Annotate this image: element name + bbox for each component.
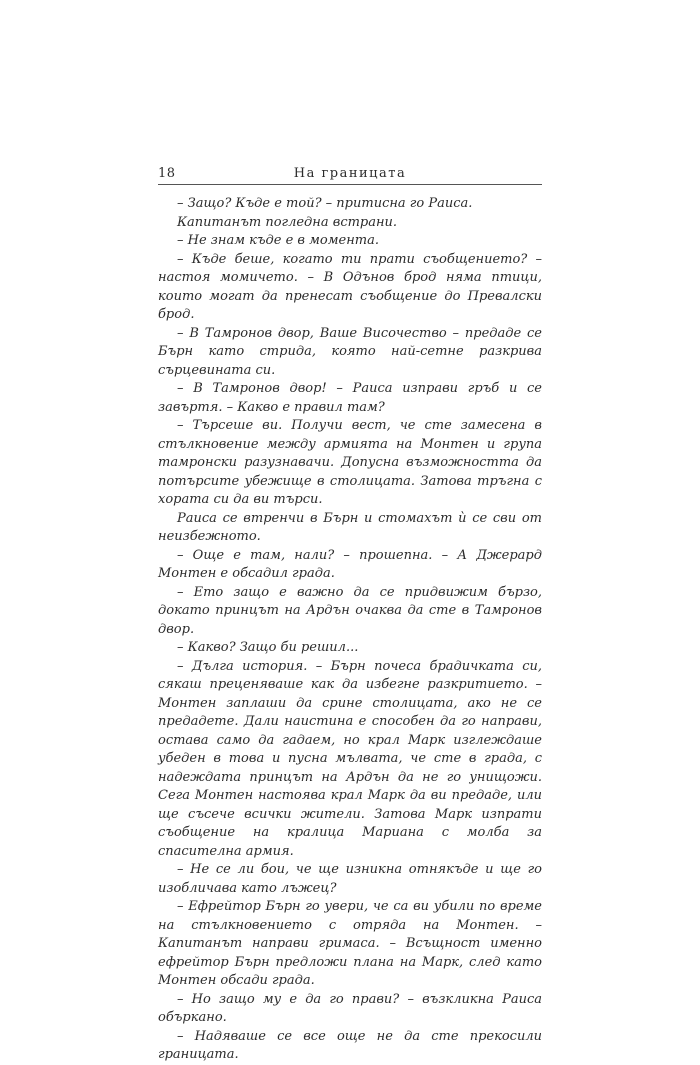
paragraph: Капитанът погледна встрани. [177, 214, 398, 230]
paragraph: – Надяваше се все още не да сте прекосили границата. [158, 1028, 542, 1062]
paragraph: – Още е там, нали? – прошепна. – А Джерард Монтен е обсадил града. [158, 547, 542, 581]
chapter-title: На границата [293, 166, 407, 181]
page-number: 18 [158, 166, 176, 181]
paragraph: – Но защо му е да го прави? – възкликна Раиса объркано. [158, 991, 542, 1025]
paragraph: – Ефрейтор Бърн го увери, че са ви убили по време на стълкновението с отряда на Монтен. – Капитанът направи гримаса. – Всъщност именно ефрейтор Бърн предложи плана на Марк, след като Монтен обсади града. [158, 899, 542, 988]
paragraph: Раиса се втренчи в Бърн и стомахът ѝ се сви от неизбежното. [158, 510, 542, 544]
paragraph: – Къде беше, когато ти прати съобщението? – настоя момичето. – В Одънов брод няма птици, които могат да пренесат съобщение до Превалски брод. [158, 251, 542, 322]
paragraph: – Какво? Защо би решил... [177, 640, 359, 655]
running-head [158, 166, 542, 185]
paragraph: – Защо? Къде е той? – притисна го Раиса. [177, 196, 473, 211]
paragraph: – Търсеше ви. Получи вест, че сте замесена в стълкновение между армията на Монтен и група тамронски разузнавачи. Допусна възможността да потърсите убежище в столицата. Затова тръгна с хората си да ви търси. [158, 418, 542, 507]
paragraph: – Не се ли бои, че ще изникна отнякъде и ще го изобличава като лъжец? [158, 862, 542, 896]
body-text [158, 195, 542, 1065]
paragraph: – Дълга история. – Бърн почеса брадичката си, сякаш преценяваше как да избегне разкритието. – Монтен заплаши да срине столицата, ако не се предадете. Дали наистина е способен да го направи, остава само да гадаем, но крал Марк изглеждаше убеден в това и пусна мълвата, че сте в града, с надеждата принцът на Ардън да не го унищожи. Сега Монтен настоява крал Марк да ви предаде, или ще съсече всички жители. Затова Марк изпрати съобщение на кралица Мариана с молба за спасителна армия. [158, 658, 542, 859]
paragraph: – Не знам къде е в момента. [177, 233, 379, 248]
paragraph: – Ето защо е важно да се придвижим бързо, докато принцът на Ардън очаква да сте в Тамронов двор. [158, 584, 542, 637]
paragraph: – В Тамронов двор, Ваше Височество – предаде се Бърн като стрида, която най-сетне разкрива сърцевината си. [158, 325, 542, 378]
paragraph: – В Тамронов двор! – Раиса изправи гръб и се завъртя. – Какво е правил там? [158, 381, 542, 415]
